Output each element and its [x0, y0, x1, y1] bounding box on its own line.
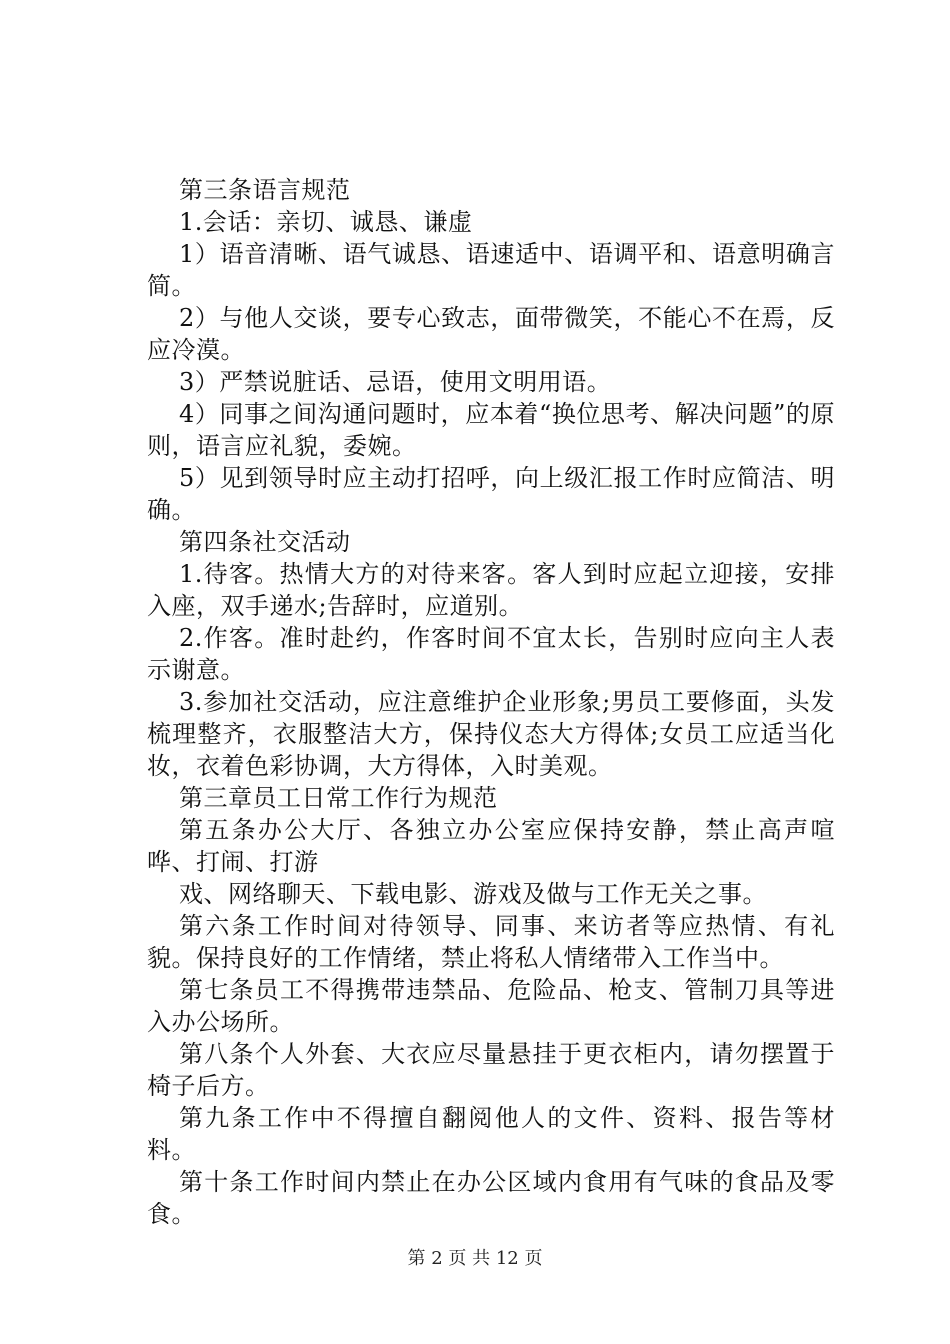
document-body [147, 174, 835, 1230]
chapter-heading: 第三章员工日常工作行为规范 [179, 784, 498, 812]
paragraph: 3.参加社交活动，应注意维护企业形象;男员工要修面，头发梳理整齐，衣服整洁大方，保持仪态大方得体;女员工应适当化妆，衣着色彩协调，大方得体，入时美观。 [147, 688, 835, 780]
section-heading: 第三条语言规范 [179, 176, 351, 204]
paragraph: 第七条员工不得携带违禁品、危险品、枪支、管制刀具等进入办公场所。 [147, 976, 835, 1036]
section-heading: 第四条社交活动 [179, 528, 351, 556]
paragraph: 第八条个人外套、大衣应尽量悬挂于更衣柜内，请勿摆置于椅子后方。 [147, 1040, 835, 1100]
paragraph: 第十条工作时间内禁止在办公区域内食用有气味的食品及零食。 [147, 1168, 835, 1228]
paragraph: 5）见到领导时应主动打招呼，向上级汇报工作时应简洁、明确。 [147, 464, 835, 524]
paragraph: 4）同事之间沟通问题时，应本着“换位思考、解决问题”的原则，语言应礼貌，委婉。 [147, 400, 835, 460]
paragraph: 第九条工作中不得擅自翻阅他人的文件、资料、报告等材料。 [147, 1104, 835, 1164]
paragraph: 2.作客。准时赴约，作客时间不宜太长，告别时应向主人表示谢意。 [147, 624, 835, 684]
paragraph: 第六条工作时间对待领导、同事、来访者等应热情、有礼貌。保持良好的工作情绪，禁止将私人情绪带入工作当中。 [147, 912, 835, 972]
paragraph: 1）语音清晰、语气诚恳、语速适中、语调平和、语意明确言简。 [147, 240, 835, 300]
paragraph: 第五条办公大厅、各独立办公室应保持安静，禁止高声喧哗、打闹、打游 [147, 816, 835, 876]
paragraph: 1.会话：亲切、诚恳、谦虚 [179, 208, 473, 236]
page-number-footer: 第 2 页 共 12 页 [407, 1248, 543, 1269]
paragraph: 戏、网络聊天、下载电影、游戏及做与工作无关之事。 [179, 880, 767, 908]
paragraph: 3）严禁说脏话、忌语，使用文明用语。 [179, 368, 612, 396]
paragraph: 1.待客。热情大方的对待来客。客人到时应起立迎接，安排入座，双手递水;告辞时，应道别。 [147, 560, 835, 620]
paragraph: 2）与他人交谈，要专心致志，面带微笑，不能心不在焉，反应冷漠。 [147, 304, 835, 364]
